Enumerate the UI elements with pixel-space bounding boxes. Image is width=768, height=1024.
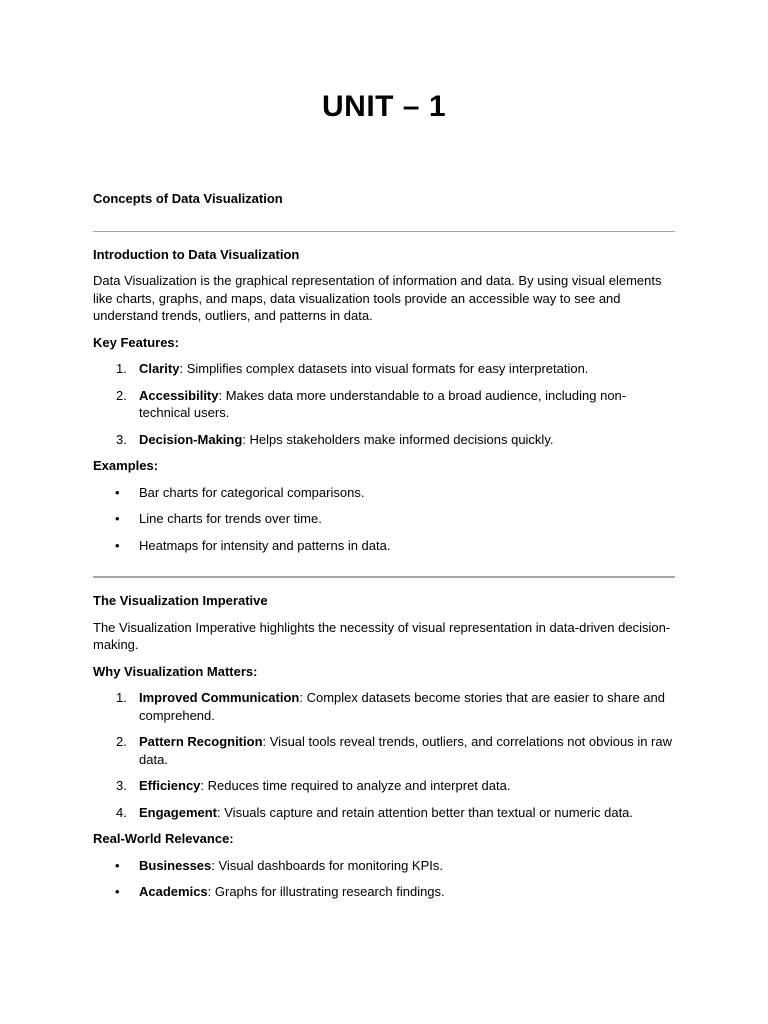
bullet-icon: • (115, 857, 120, 873)
examples-label: Examples: (93, 458, 159, 473)
reasons-list (93, 689, 675, 821)
list-desc: : Visual tools reveal trends, outliers, and correlations not obvious in raw data. (139, 734, 672, 767)
list-term: Decision-Making (139, 431, 243, 447)
list-number: 3. (116, 431, 127, 447)
section-heading-introduction: Introduction to Data Visualization (93, 246, 300, 262)
list-desc: : Graphs for illustrating research findings. (207, 884, 445, 899)
document-subtitle: Concepts of Data Visualization (93, 191, 283, 206)
list-item (93, 484, 675, 502)
list-term: Businesses (139, 857, 212, 873)
bullet-icon: • (115, 884, 120, 899)
list-number: 1. (116, 690, 127, 705)
relevance-list (93, 857, 675, 901)
list-item (93, 733, 675, 768)
list-item (93, 431, 675, 449)
list-term: Clarity (139, 361, 180, 376)
list-item (93, 777, 675, 795)
bullet-icon: • (115, 537, 120, 553)
section-divider (93, 231, 675, 232)
key-features-label: Key Features: (93, 334, 179, 350)
why-label: Why Visualization Matters: (93, 663, 258, 679)
list-term: Pattern Recognition (139, 734, 263, 749)
list-item (93, 510, 675, 528)
list-number: 2. (116, 387, 127, 403)
list-item (93, 857, 675, 875)
list-desc: : Reduces time required to analyze and interpret data. (200, 778, 511, 793)
bullet-icon: • (115, 484, 120, 500)
list-term: Efficiency (139, 778, 201, 793)
page-title: UNIT – 1 (321, 90, 447, 123)
list-item (93, 804, 675, 822)
list-item (93, 537, 675, 555)
list-term: Improved Communication (139, 690, 300, 705)
list-desc: : Visuals capture and retain attention better than textual or numeric data. (217, 804, 634, 820)
list-item (93, 387, 675, 422)
list-desc: : Simplifies complex datasets into visual formats for easy interpretation. (179, 361, 589, 376)
list-item (93, 689, 675, 724)
list-number: 1. (116, 361, 127, 376)
list-item (93, 883, 675, 901)
imperative-paragraph: The Visualization Imperative highlights the necessity of visual representation in data-driven decision-making. (93, 619, 671, 652)
list-term: Accessibility (139, 387, 219, 403)
examples-list (93, 484, 675, 555)
list-text: Line charts for trends over time. (139, 511, 322, 526)
list-number: 4. (116, 804, 127, 820)
list-number: 2. (116, 734, 127, 749)
bullet-icon: • (115, 511, 120, 526)
list-desc: : Complex datasets become stories that are easier to share and comprehend. (139, 690, 665, 723)
list-desc: : Makes data more understandable to a broad audience, including non-technical users. (139, 387, 627, 420)
intro-paragraph: Data Visualization is the graphical representation of information and data. By using visual elements like charts, graphs, and maps, data visualization tools provide an accessible way to see and understand trends, outliers, and patterns in data. (93, 273, 662, 323)
section-divider (93, 576, 675, 578)
list-desc: : Helps stakeholders make informed decisions quickly. (242, 431, 554, 447)
list-number: 3. (116, 778, 127, 793)
list-text: Heatmaps for intensity and patterns in data. (139, 537, 391, 553)
relevance-label: Real-World Relevance: (93, 831, 234, 846)
list-term: Engagement (139, 804, 218, 820)
list-item (93, 360, 675, 378)
list-desc: : Visual dashboards for monitoring KPIs. (211, 857, 443, 873)
key-features-list (93, 360, 675, 448)
list-text: Bar charts for categorical comparisons. (139, 484, 365, 500)
list-term: Academics (139, 884, 208, 899)
section-heading-visualization-imperative: The Visualization Imperative (93, 593, 268, 608)
